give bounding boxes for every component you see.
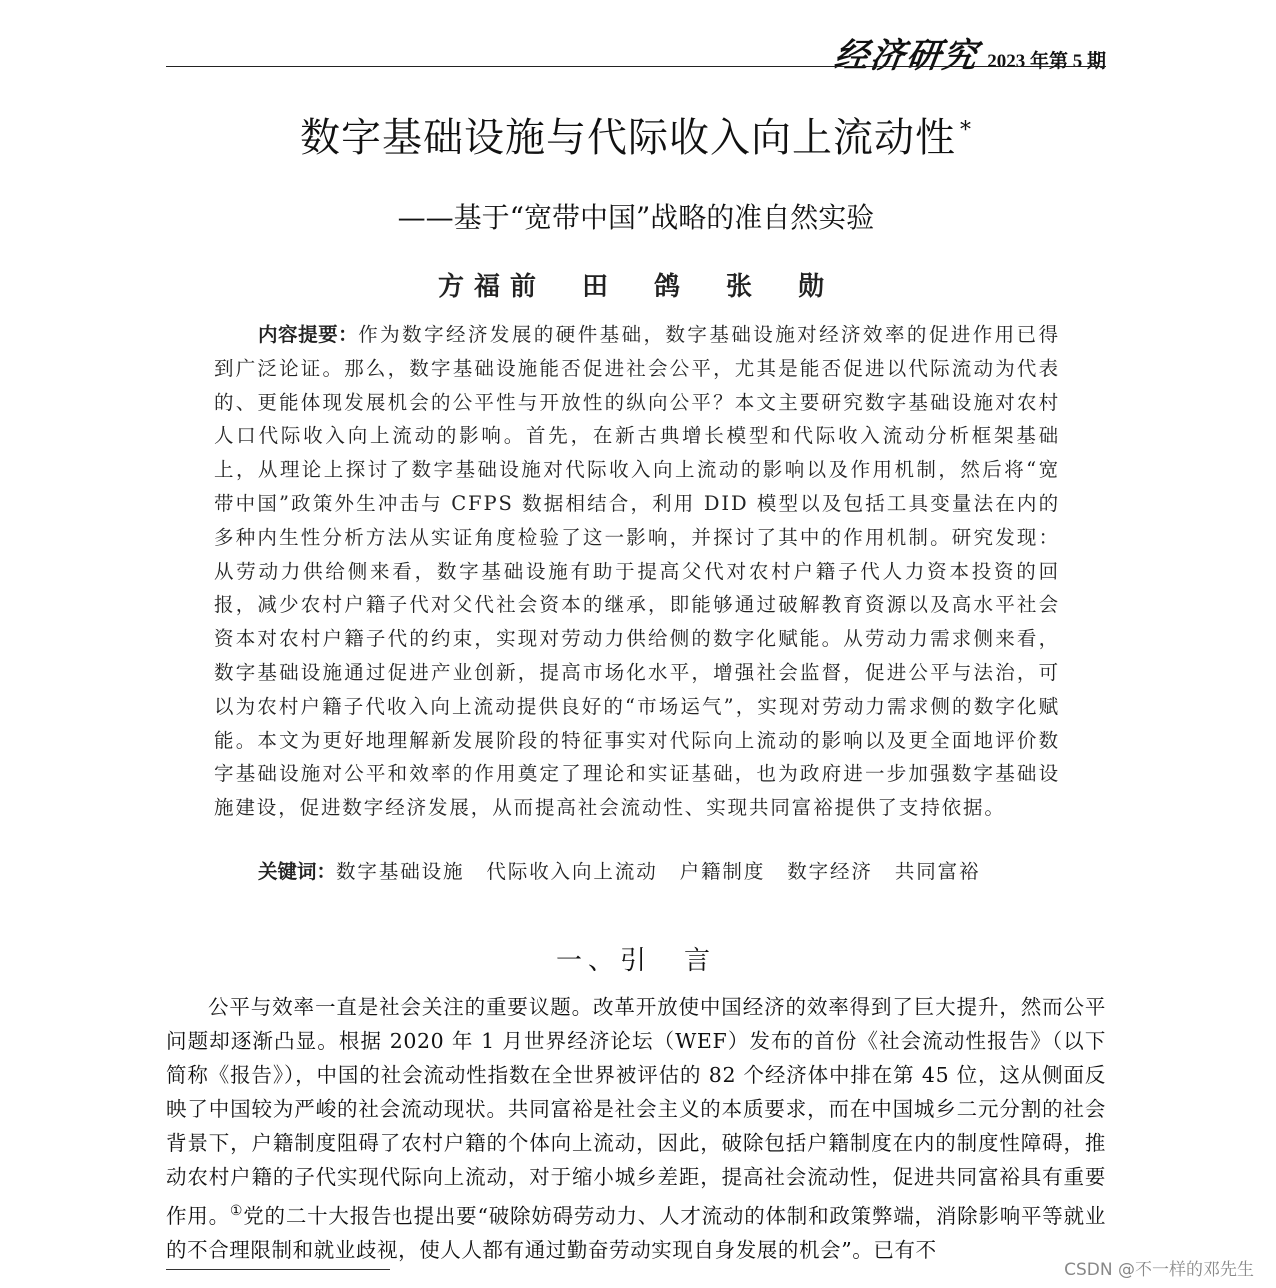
keywords — [258, 856, 1078, 884]
journal-logo: 经济研究 — [831, 36, 982, 76]
body-text — [166, 990, 1106, 1267]
footnote-rule — [166, 1269, 390, 1270]
paper-title-text: 数字基础设施与代际收入向上流动性 — [300, 115, 956, 161]
keyword: 代际收入向上流动 — [486, 860, 658, 883]
section-heading: 一、引 言 — [555, 946, 716, 976]
keywords-label: 关键词： — [258, 860, 337, 883]
abstract-text: 作为数字经济发展的硬件基础，数字基础设施对经济效率的促进作用已得到广泛论证。那么，数字基础设施能否促进社会公平，尤其是能否促进以代际流动为代表的、更能体现发展机会的公平性与开放性的纵向公平？本文主要研究数字基础设施对农村人口代际收入向上流动的影响。首先，在新古典增长模型和代际收入流动分析框架基础上，从理论上探讨了数字基础设施对代际收入向上流动的影响以及作用机制，然后将“宽带中国”政策外生冲击与 CFPS 数据相结合，利用 DID 模型以及包括工具变量法在内的多种内生性分析方法从实证角度检验了这一影响，并探讨了其中的作用机制。研究发现：从劳动力供给侧来看，数字基础设施有助于提高父代对农村户籍子代人力资本投资的回报，减少农村户籍子代对父代社会资本的继承，即能够通过破解教育资源以及高水平社会资本对农村户籍子代的约束，实现对劳动力供给侧的数字化赋能。从劳动力需求侧来看，数字基础设施通过促进产业创新，提高市场化水平，增强社会监督，促进公平与法治，可以为农村户籍子代收入向上流动提供良好的“市场运气”，实现对劳动力需求侧的数字化赋能。本文为更好地理解新发展阶段的特征事实对代际向上流动的影响以及更全面地评价数字基础设施对公平和效率的作用奠定了理论和实证基础，也为政府进一步加强数字基础设施建设，促进数字经济发展，从而提高社会流动性、实现共同富裕提供了支持依据。 — [214, 323, 1060, 820]
watermark: CSDN @不一样的邓先生 — [1060, 1255, 1258, 1280]
abstract-label: 内容提要： — [258, 323, 359, 346]
keyword: 数字经济 — [787, 860, 873, 883]
keyword: 共同富裕 — [894, 860, 981, 883]
body-paragraph-part1: 公平与效率一直是社会关注的重要议题。改革开放使中国经济的效率得到了巨大提升，然而公平问题却逐渐凸显。根据 2020 年 1 月世界经济论坛（WEF）发布的首份《社会流动性报告》（以下简称《报告》），中国的社会流动性指数在全世界被评估的 82 个经济体中排在第 45 位，这从侧面反映了中国较为严峻的社会流动现状。共同富裕是社会主义的本质要求，而在中国城乡二元分割的社会背景下，户籍制度阻碍了农村户籍的个体向上流动，因此，破除包括户籍制度在内的制度性障碍，推动农村户籍的子代实现代际向上流动，对于缩小城乡差距，提高社会流动性，促进共同富裕具有重要作用。 — [166, 995, 1106, 1228]
paper-subtitle: ——基于“宽带中国”战略的准自然实验 — [397, 201, 875, 234]
paper-title — [166, 106, 1106, 163]
journal-header — [831, 28, 1106, 77]
keyword: 数字基础设施 — [336, 860, 465, 883]
footnote-ref[interactable]: ① — [229, 1203, 244, 1219]
title-footnote-mark: * — [960, 117, 972, 143]
journal-issue: 2023 年第 5 期 — [987, 51, 1106, 72]
keyword: 户籍制度 — [679, 860, 766, 883]
header-rule — [166, 66, 1106, 67]
paper-authors: 方福前 田 鸽 张 勋 — [437, 272, 834, 302]
abstract — [214, 318, 1060, 825]
body-paragraph-part2: 党的二十大报告也提出要“破除妨碍劳动力、人才流动的体制和政策弊端，消除影响平等就业的不合理限制和就业歧视，使人人都有通过勤奋劳动实现自身发展的机会”。已有不 — [166, 1203, 1106, 1262]
